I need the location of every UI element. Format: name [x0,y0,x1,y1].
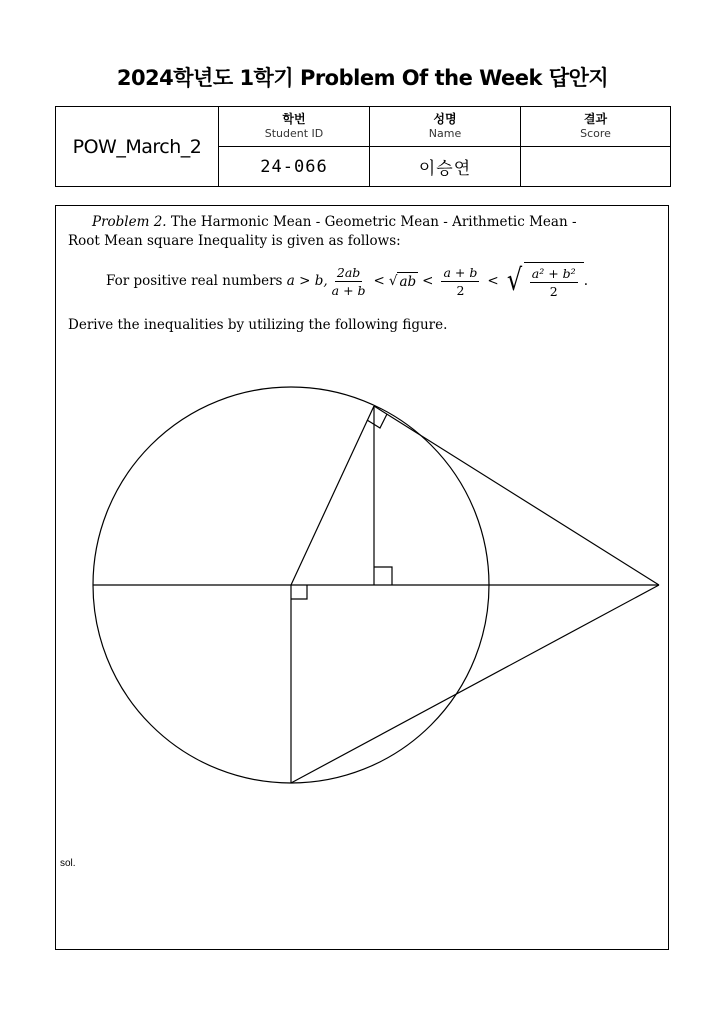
name-value: 이승연 [418,159,472,179]
hypotenuse-line [291,585,659,783]
score-field[interactable] [521,147,671,187]
student-id-label-ko: 학번 [282,112,306,126]
am-denominator: 2 [456,282,465,298]
score-header [521,107,671,147]
problem-box [55,205,669,950]
name-label-en: Name [428,127,462,140]
score-label-ko: 결과 [583,112,608,126]
problem-text-line1: The Harmonic Mean - Geometric Mean - Arithmetic Mean - [170,214,577,230]
formula-period: . [583,273,588,289]
score-label-en: Score [580,127,611,140]
student-id-header [219,107,370,147]
lt-sign-3: < [487,273,499,289]
formula-condition: a > b, [286,273,328,289]
student-id-label-en: Student ID [264,127,324,140]
lt-sign-1: < [373,273,385,289]
solution-label: sol. [60,858,76,869]
big-sqrt-symbol-icon: √ [506,263,522,298]
problem-label: Problem 2. [92,214,167,230]
hm-numerator: 2ab [336,264,361,280]
name-field[interactable] [370,147,521,187]
sqrt-symbol-icon: √ [388,273,398,289]
lt-sign-2: < [422,273,434,289]
rms-numerator: a² + b² [531,265,576,281]
right-angle-mark-center [291,585,307,599]
name-label-ko: 성명 [433,112,457,126]
problem-code: POW_March_2 [56,107,219,187]
tangent-line [374,406,659,585]
student-id-field[interactable] [219,147,370,187]
student-id-value: 24-066 [260,156,328,177]
formula-intro: For positive real numbers [106,273,283,289]
derive-instruction: Derive the inequalities by utilizing the following figure. [68,317,448,333]
gm-radicand: ab [399,274,417,290]
rms-denominator: 2 [549,283,558,299]
right-angle-mark-tangent [367,414,387,428]
geometry-figure [56,206,668,949]
name-header [370,107,521,147]
hm-denominator: a + b [331,282,366,298]
page-title: 2024학년도 1학기 Problem Of the Week 답안지 [116,66,609,90]
right-angle-mark-foot [374,567,392,585]
radius-to-tangent-point [291,406,374,585]
problem-text-line2: Root Mean square Inequality is given as follows: [68,233,401,249]
header-table [55,106,671,187]
am-numerator: a + b [443,264,478,280]
